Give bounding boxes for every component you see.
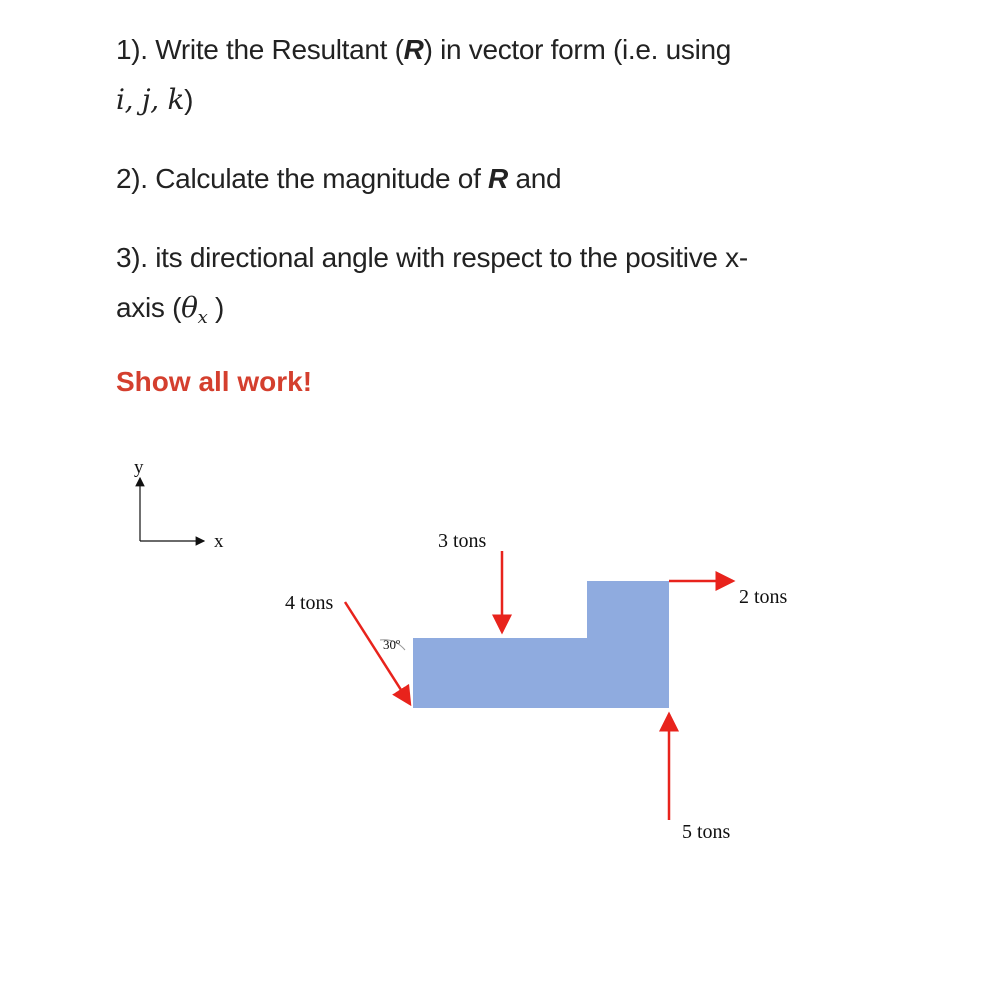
force-5-tons-label: 5 tons	[682, 821, 731, 843]
question-3-text: 3). its directional angle with respect to the positive x-	[116, 242, 748, 273]
x-axis-label: x	[214, 531, 224, 552]
question-2	[116, 153, 561, 205]
y-axis-label: y	[134, 457, 144, 478]
unit-vectors: i, j, k	[116, 83, 185, 116]
theta-symbol: θ	[181, 291, 198, 324]
coordinate-axes	[134, 457, 224, 552]
question-1-math	[116, 74, 193, 126]
resultant-symbol: R	[403, 34, 424, 65]
angle-label: 30º	[383, 637, 401, 652]
question-2-text: 2). Calculate the magnitude of	[116, 163, 489, 194]
force-4-tons-arrow	[345, 602, 410, 704]
force-4-tons-label: 4 tons	[285, 592, 334, 614]
theta-subscript: x	[197, 307, 208, 328]
question-1	[116, 24, 731, 76]
show-work-warning: Show all work!	[116, 366, 313, 397]
force-2-tons-label: 2 tons	[739, 586, 788, 608]
force-3-tons-label: 3 tons	[438, 530, 487, 552]
close-paren: )	[184, 84, 194, 115]
question-3-axis-text: axis (	[116, 292, 182, 323]
question-1-text-end: ) in vector form (i.e. using	[423, 34, 732, 65]
question-2-text-end: and	[507, 163, 562, 194]
question-3-line2	[116, 282, 224, 344]
stepped-block	[413, 581, 669, 708]
question-3	[116, 232, 748, 284]
resultant-symbol-2: R	[488, 163, 508, 194]
force-diagram	[0, 440, 999, 880]
question-3-close: )	[207, 292, 225, 323]
question-1-text: 1). Write the Resultant (	[116, 34, 404, 65]
